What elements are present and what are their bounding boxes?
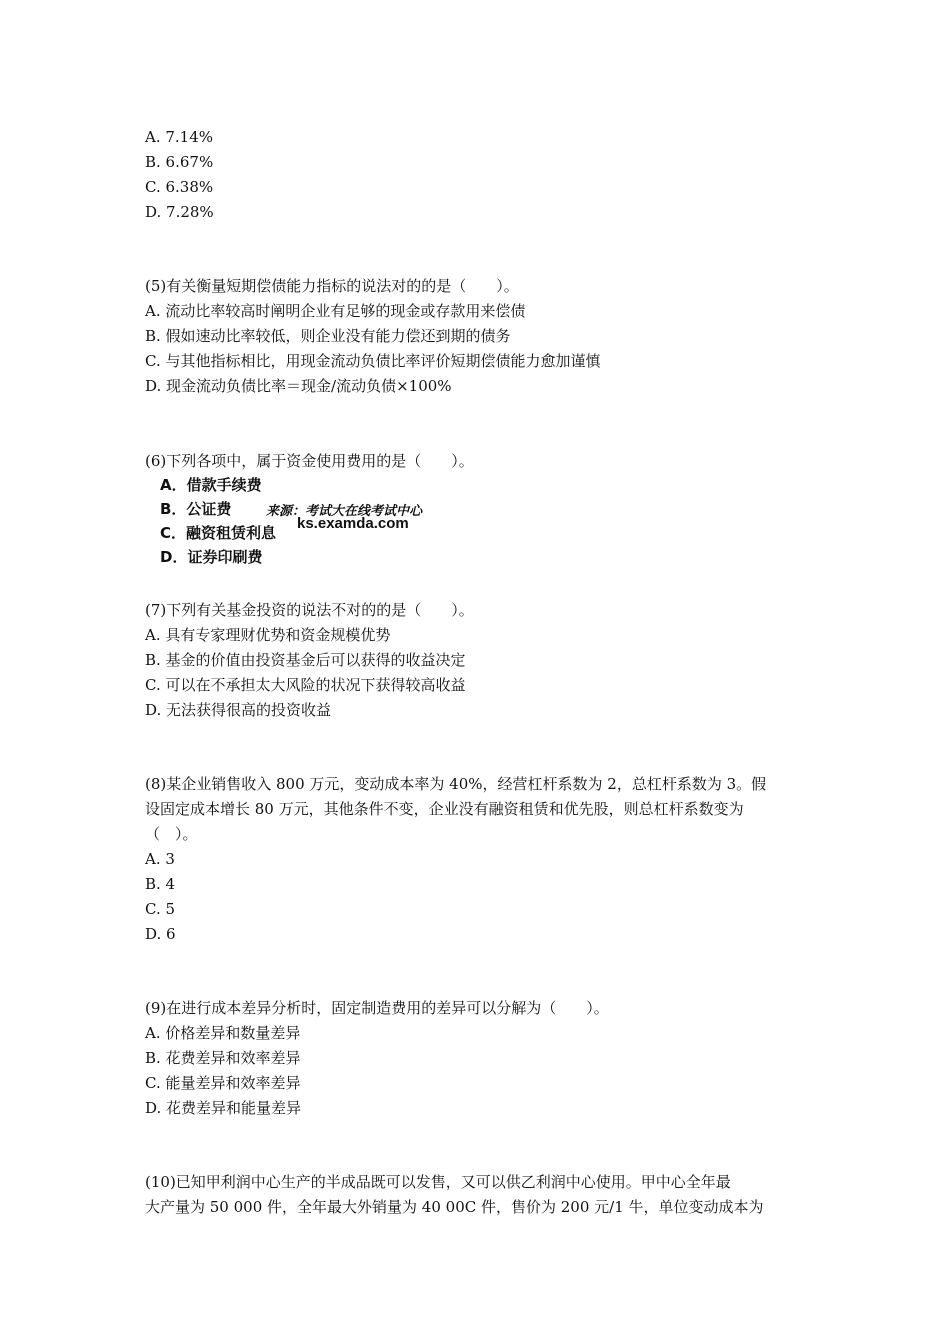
- q8-stem-line1: (8)某企业销售收入 800 万元，变动成本率为 40%，经营杠杆系数为 2，总杠杆系数为 3。假: [145, 775, 767, 793]
- q7-stem: (7)下列有关基金投资的说法不对的的是（ ）。: [145, 601, 474, 619]
- q4-option-a: A. 7.14%: [145, 128, 214, 146]
- q5-option-a: A. 流动比率较高时阐明企业有足够的现金或存款用来偿债: [145, 302, 526, 320]
- q6-option-c: C．融资租赁利息: [160, 524, 277, 542]
- q9-option-b: B. 花费差异和效率差异: [145, 1049, 301, 1067]
- q6-option-b: B．公证费: [160, 500, 232, 518]
- q5-option-d: D. 现金流动负债比率＝现金/流动负债×100%: [145, 377, 452, 395]
- q8-option-c: C. 5: [145, 900, 176, 918]
- q8-option-b: B. 4: [145, 875, 176, 893]
- q10-stem-line2: 大产量为 50 000 件，全年最大外销量为 40 00C 件，售价为 200 元/1 牛，单位变动成本为: [145, 1198, 764, 1216]
- q9-option-d: D. 花费差异和能量差异: [145, 1099, 302, 1117]
- q6-option-d: D．证券印刷费: [160, 548, 263, 566]
- q5-option-c: C. 与其他指标相比，用现金流动负债比率评价短期偿债能力愈加谨慎: [145, 352, 601, 370]
- q9-option-a: A. 价格差异和数量差异: [145, 1024, 301, 1042]
- q4-option-d: D. 7.28%: [145, 203, 214, 221]
- q10-stem-line1: (10)已知甲利润中心生产的半成品既可以发售，又可以供乙利润中心使用。甲中心全年最: [145, 1173, 731, 1191]
- q9-stem: (9)在进行成本差异分析时，固定制造费用的差异可以分解为（ ）。: [145, 999, 609, 1017]
- q9-option-c: C. 能量差异和效率差异: [145, 1074, 301, 1092]
- q7-option-d: D. 无法获得很高的投资收益: [145, 701, 332, 719]
- q8-option-d: D. 6: [145, 925, 176, 943]
- q7-option-c: C. 可以在不承担太大风险的状况下获得较高收益: [145, 676, 466, 694]
- q4-option-c: C. 6.38%: [145, 178, 214, 196]
- q7-option-b: B. 基金的价值由投资基金后可以获得的收益决定: [145, 651, 466, 669]
- q5-option-b: B. 假如速动比率较低，则企业没有能力偿还到期的债务: [145, 327, 511, 345]
- q6-watermark-source: 来源：考试大在线考试中心: [266, 504, 423, 519]
- q6-scanned-options: [160, 473, 480, 573]
- q7-option-a: A. 具有专家理财优势和资金规模优势: [145, 626, 391, 644]
- q6-option-a: A．借款手续费: [160, 476, 262, 494]
- q6-watermark-url: ks.examda.com: [297, 515, 409, 532]
- q4-option-b: B. 6.67%: [145, 153, 214, 171]
- q5-stem: (5)有关衡量短期偿债能力指标的说法对的的是（ ）。: [145, 277, 519, 295]
- q6-stem: (6)下列各项中，属于资金使用费用的是（ ）。: [145, 452, 474, 470]
- q8-option-a: A. 3: [145, 850, 175, 868]
- q8-stem-line3: （ ）。: [145, 825, 198, 843]
- q8-stem-line2: 设固定成本增长 80 万元，其他条件不变，企业没有融资租赁和优先股，则总杠杆系数变为: [145, 800, 744, 818]
